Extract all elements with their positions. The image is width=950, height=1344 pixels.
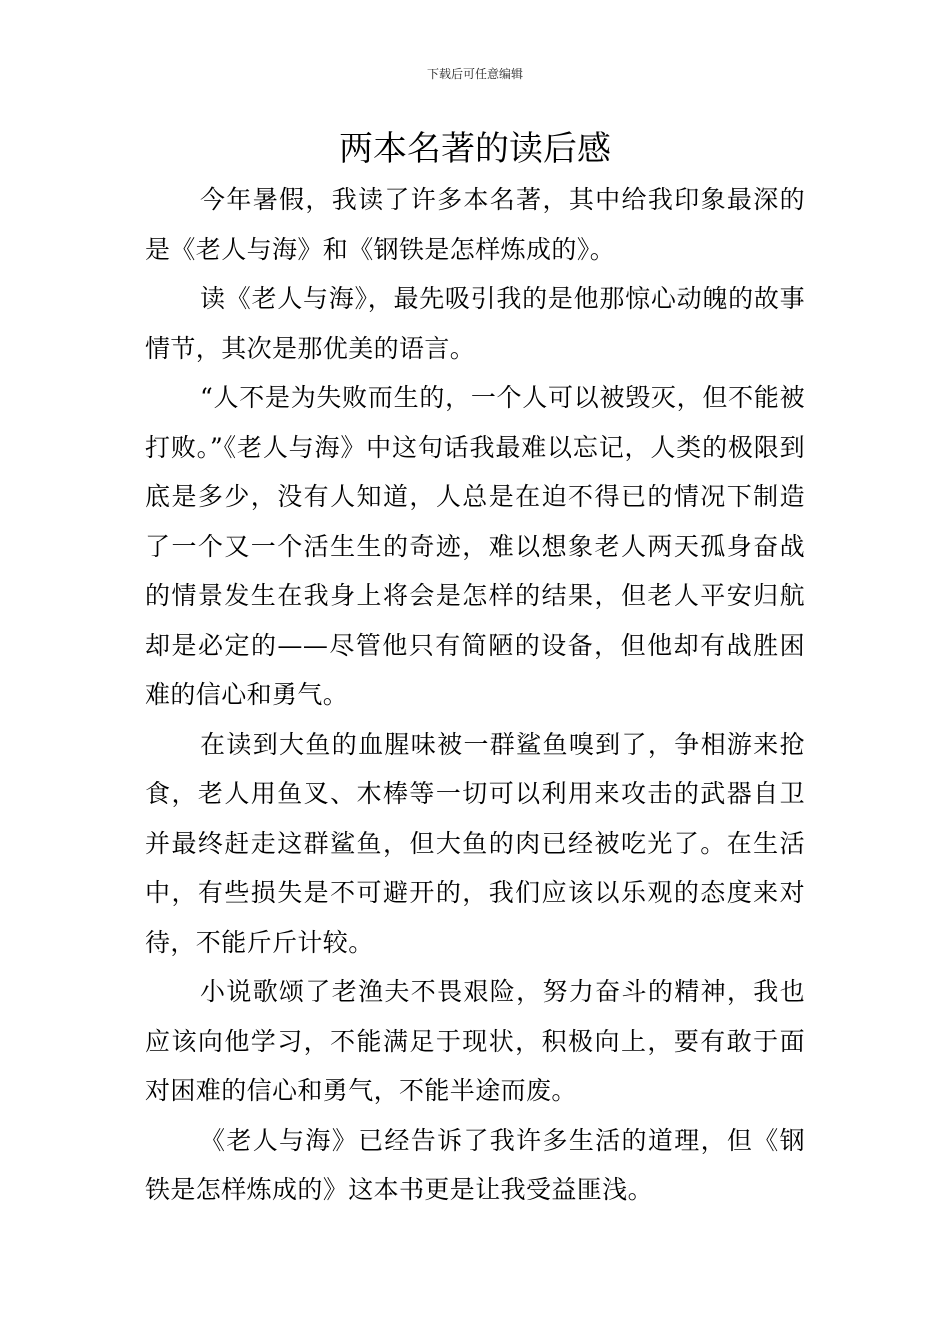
paragraph-3: “人不是为失败而生的，一个人可以被毁灭，但不能被打败。”《老人与海》中这句话我最难以忘记，人类的极限到底是多少，没有人知道，人总是在迫不得已的情况下制造了一个又一个活生生的奇迹，难以想象老人两天孤身奋战的情景发生在我身上将会是怎样的结果，但老人平安归航却是必定的——尽管他只有简陋的设备，但他却有战胜困难的信心和勇气。: [145, 383, 805, 709]
paragraph-6: 《老人与海》已经告诉了我许多生活的道理，但《钢铁是怎样炼成的》这本书更是让我受益匪浅。: [145, 1125, 805, 1204]
page-header: 下载后可任意编辑: [426, 67, 523, 81]
paragraph-4: 在读到大鱼的血腥味被一群鲨鱼嗅到了，争相游来抢食，老人用鱼叉、木棒等一切可以利用来攻击的武器自卫并最终赶走这群鲨鱼，但大鱼的肉已经被吃光了。在生活中，有些损失是不可避开的，我们应该以乐观的态度来对待，不能斤斤计较。: [145, 729, 805, 957]
paragraph-1: 今年暑假，我读了许多本名著，其中给我印象最深的是《老人与海》和《钢铁是怎样炼成的》。: [145, 185, 805, 264]
document-title: 两本名著的读后感: [339, 129, 611, 169]
paragraph-2: 读《老人与海》，最先吸引我的是他那惊心动魄的故事情节，其次是那优美的语言。: [145, 284, 805, 363]
document-body: [145, 175, 805, 1215]
paragraph-5: 小说歌颂了老渔夫不畏艰险，努力奋斗的精神，我也应该向他学习，不能满足于现状，积极向上，要有敢于面对困难的信心和勇气，不能半途而废。: [145, 977, 805, 1105]
